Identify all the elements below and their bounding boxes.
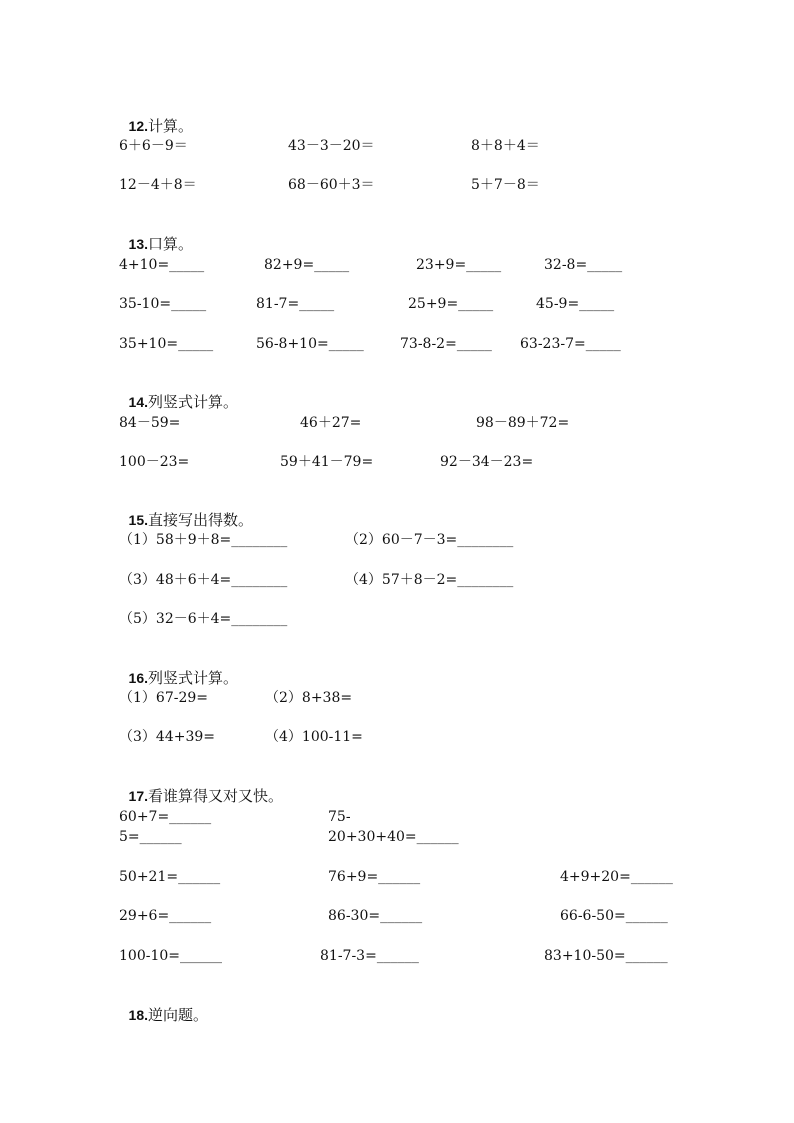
problem: 73-8-2=_____ bbox=[400, 336, 492, 352]
problem-row bbox=[119, 946, 668, 966]
problem: （2）60－7－3=________ bbox=[345, 532, 514, 548]
problem-row bbox=[119, 727, 363, 747]
section-18-heading bbox=[119, 985, 209, 1024]
problem: 35+10=_____ bbox=[119, 336, 214, 352]
section-number: 14. bbox=[128, 394, 149, 410]
problem-row bbox=[119, 413, 570, 433]
section-12-heading bbox=[119, 96, 194, 135]
problem-row bbox=[119, 334, 621, 354]
section-17-heading bbox=[119, 766, 284, 805]
problem: 56-8+10=_____ bbox=[256, 336, 364, 352]
problem: 82+9=_____ bbox=[264, 257, 350, 273]
problem: 75- bbox=[328, 809, 351, 825]
section-title: 看谁算得又对又快。 bbox=[148, 787, 284, 805]
problem: 83+10-50=______ bbox=[544, 948, 668, 964]
problem-row bbox=[119, 530, 514, 550]
problem-row bbox=[119, 827, 459, 847]
problem: 6＋6－9＝ bbox=[119, 138, 188, 154]
problem-row bbox=[119, 452, 534, 472]
problem: 86-30=______ bbox=[328, 908, 423, 924]
problem: （1）58＋9＋8=________ bbox=[119, 532, 288, 548]
section-title: 计算。 bbox=[148, 117, 194, 135]
problem: 100－23= bbox=[119, 454, 190, 470]
section-number: 13. bbox=[128, 236, 149, 252]
problem: 4+9+20=______ bbox=[560, 869, 673, 885]
section-title: 列竖式计算。 bbox=[148, 393, 239, 411]
problem: 66-6-50=______ bbox=[560, 908, 668, 924]
problem: （5）32－6＋4=________ bbox=[119, 611, 288, 627]
problem: 50+21=______ bbox=[119, 869, 221, 885]
problem: 76+9=______ bbox=[328, 869, 421, 885]
problem: 32-8=_____ bbox=[544, 257, 623, 273]
section-13-heading bbox=[119, 214, 194, 253]
problem: （2）8+38= bbox=[265, 690, 353, 706]
section-number: 15. bbox=[128, 512, 149, 528]
section-15-heading bbox=[119, 490, 254, 529]
section-number: 17. bbox=[128, 788, 149, 804]
problem: 5＋7－8＝ bbox=[471, 177, 540, 193]
problem: 4+10=_____ bbox=[119, 257, 205, 273]
problem: 35-10=_____ bbox=[119, 296, 207, 312]
problem: 81-7-3=______ bbox=[320, 948, 419, 964]
problem: 98－89＋72= bbox=[476, 415, 570, 431]
problem: 46＋27= bbox=[300, 415, 362, 431]
section-number: 16. bbox=[128, 670, 149, 686]
problem: 29+6=______ bbox=[119, 908, 212, 924]
problem: （4）100-11= bbox=[265, 729, 363, 745]
problem: 8＋8＋4＝ bbox=[471, 138, 540, 154]
problem: 100-10=______ bbox=[119, 948, 222, 964]
problem: 81-7=_____ bbox=[256, 296, 335, 312]
problem: （4）57＋8－2=________ bbox=[345, 572, 514, 588]
section-16-heading bbox=[119, 648, 239, 687]
problem: 84－59= bbox=[119, 415, 181, 431]
problem: 45-9=_____ bbox=[536, 296, 615, 312]
problem: 12－4＋8＝ bbox=[119, 177, 197, 193]
problem-row bbox=[119, 570, 514, 590]
problem: 25+9=_____ bbox=[408, 296, 494, 312]
problem: 23+9=_____ bbox=[416, 257, 502, 273]
problem: 59＋41－79= bbox=[280, 454, 374, 470]
problem: （1）67-29= bbox=[119, 690, 208, 706]
problem-row bbox=[119, 867, 673, 887]
problem: 63-23-7=_____ bbox=[520, 336, 621, 352]
problem-row bbox=[119, 609, 288, 629]
section-title: 口算。 bbox=[148, 235, 194, 253]
section-title: 直接写出得数。 bbox=[148, 511, 254, 529]
problem: 92－34－23= bbox=[440, 454, 534, 470]
problem: 60+7=______ bbox=[119, 809, 212, 825]
problem-row bbox=[119, 175, 540, 195]
section-title: 列竖式计算。 bbox=[148, 669, 239, 687]
problem: 68－60＋3＝ bbox=[288, 177, 375, 193]
section-title: 逆向题。 bbox=[148, 1006, 209, 1024]
problem-row bbox=[119, 136, 540, 156]
problem: 5=______ bbox=[119, 829, 182, 845]
section-number: 18. bbox=[128, 1007, 149, 1023]
problem: （3）44+39= bbox=[119, 729, 215, 745]
problem-row bbox=[119, 688, 353, 708]
problem-row bbox=[119, 906, 668, 926]
problem: 20+30+40=______ bbox=[328, 829, 459, 845]
section-14-heading bbox=[119, 372, 239, 411]
section-number: 12. bbox=[128, 118, 149, 134]
problem: 43－3－20＝ bbox=[288, 138, 375, 154]
problem-row bbox=[119, 255, 623, 275]
problem-row bbox=[119, 807, 351, 827]
problem-row bbox=[119, 294, 615, 314]
problem: （3）48＋6＋4=________ bbox=[119, 572, 288, 588]
